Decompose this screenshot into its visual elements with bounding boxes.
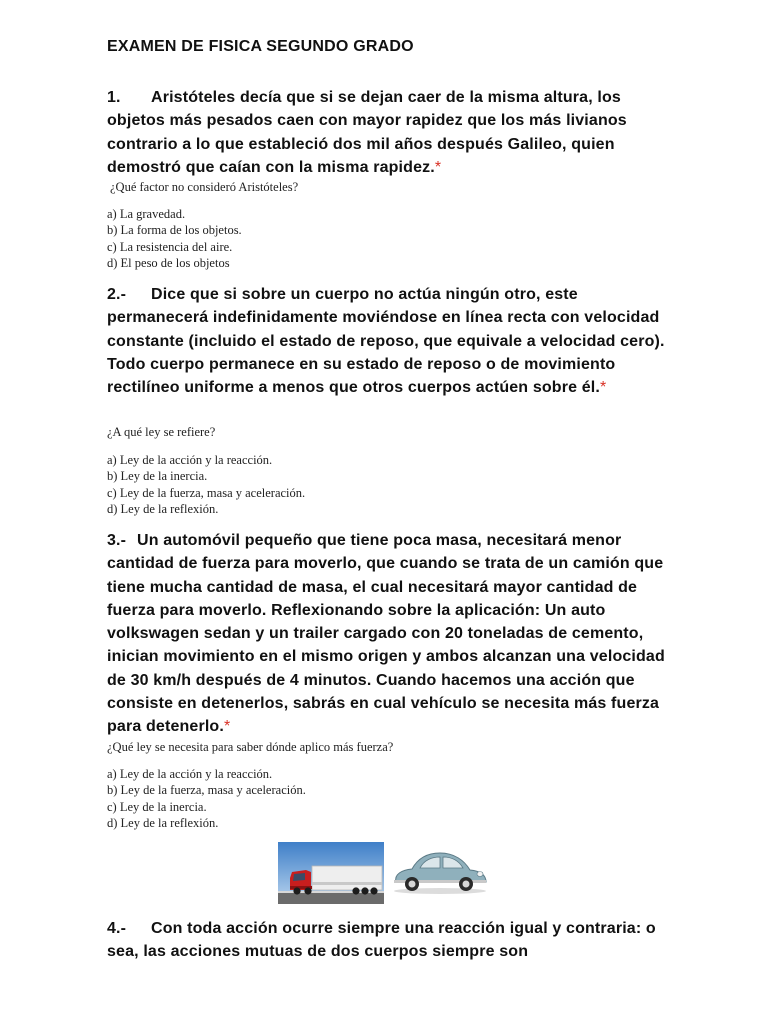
question-3-number: 3.- (107, 532, 127, 549)
question-4-number: 4.- (107, 920, 127, 937)
question-1-text (107, 86, 667, 179)
question-1-prompt: ¿Qué factor no consideró Aristóteles? (110, 180, 299, 194)
option-item[interactable]: c) Ley de la inercia. (107, 799, 207, 814)
option-item[interactable]: b) Ley de la fuerza, masa y aceleración. (107, 783, 306, 798)
question-3-text (107, 529, 667, 739)
option-item[interactable]: d) Ley de la reflexión. (107, 815, 219, 830)
question-2-statement: Dice que si sobre un cuerpo no actúa ningún otro, este permanecerá indefinidamente moviéndose en línea recta con velocidad constante (incluido el estado de reposo, que equivale a velocidad cero). Todo cuerpo permanece en su estado de reposo o de movimiento rectilíneo uniforme a menos que otros cuerpos actúen sobre él. (107, 286, 665, 397)
required-asterisk: * (599, 379, 607, 397)
option-item[interactable]: a) La gravedad. (107, 207, 186, 221)
exam-title: EXAMEN DE FISICA SEGUNDO GRADO (107, 38, 414, 55)
required-asterisk: * (434, 158, 442, 176)
question-4-text (107, 917, 667, 964)
option-item[interactable]: a) Ley de la acción y la reacción. (107, 767, 273, 781)
option-item[interactable]: c) Ley de la fuerza, masa y aceleración. (107, 485, 306, 500)
option-item[interactable]: b) La forma de los objetos. (107, 223, 242, 238)
question-2-prompt: ¿A qué ley se refiere? (107, 425, 216, 439)
question-1-options (107, 206, 242, 271)
option-item[interactable]: d) El peso de los objetos (107, 255, 230, 270)
truck-image (278, 842, 384, 904)
question-2-number: 2.- (107, 286, 127, 303)
question-3-statement: Un automóvil pequeño que tiene poca masa, necesitará menor cantidad de fuerza para moverlo, que cuando se trata de un camión que tiene mucha cantidad de masa, el cual necesitará mayor cantidad de fuerza para moverlo. Reflexionando sobre la aplicación: Un auto volkswagen sedan y un trailer cargado con 20 toneladas de cemento, inician movimiento en el mismo origen y ambos alcanzan una velocidad de 30 km/h después de 4 minutos. Cuando hacemos una acción que consiste en detenerlos, sabrás en cual vehículo se necesita más fuerza para detenerlo. (107, 532, 665, 736)
option-item[interactable]: b) Ley de la inercia. (107, 469, 208, 484)
question-1-statement: Aristóteles decía que si se dejan caer de la misma altura, los objetos más pesados caen con mayor rapidez que los más livianos contrario a lo que estableció dos mil años después Galileo, quien demostró que caían con la misma rapidez. (107, 89, 627, 176)
option-item[interactable]: d) Ley de la reflexión. (107, 501, 219, 516)
option-item[interactable]: a) Ley de la acción y la reacción. (107, 453, 273, 467)
question-1-number: 1. (107, 89, 121, 106)
option-item[interactable]: c) La resistencia del aire. (107, 239, 233, 254)
required-asterisk: * (223, 718, 231, 736)
question-4-statement: Con toda acción ocurre siempre una reacción igual y contraria: o sea, las acciones mutuas de dos cuerpos siempre son (107, 920, 656, 961)
car-image (388, 848, 492, 896)
question-2-options (107, 452, 305, 517)
question-3-options (107, 766, 306, 831)
question-3-prompt: ¿Qué ley se necesita para saber dónde aplico más fuerza? (107, 740, 394, 754)
question-2-text (107, 283, 667, 399)
